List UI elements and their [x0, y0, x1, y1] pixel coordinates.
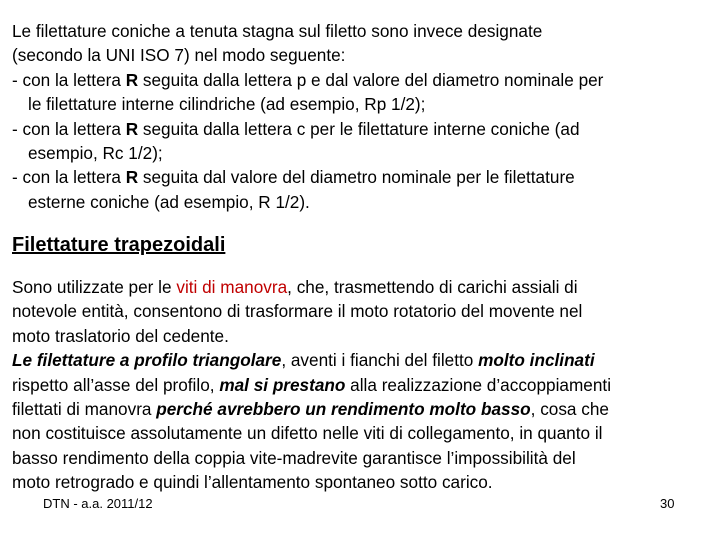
list-item-prefix: - con la lettera	[12, 69, 126, 90]
intro-line-text: (secondo la UNI ISO 7) nel modo seguente:	[12, 45, 346, 66]
body-line	[12, 373, 718, 397]
list-item-rc	[12, 117, 712, 141]
list-item-continuation	[12, 190, 712, 214]
emphasis-text: perché avrebbero un rendimento molto basso	[156, 399, 531, 420]
body-line	[12, 446, 718, 470]
list-item-r	[12, 165, 712, 189]
intro-line-text: Le filettature coniche a tenuta stagna sul filetto sono invece designate	[12, 21, 543, 41]
body-line	[12, 421, 718, 445]
letter-r: R	[125, 167, 139, 188]
list-item-text: seguita dalla lettera c per le filettature interne coniche (ad	[138, 118, 580, 139]
body-text-span: , cosa che	[530, 399, 609, 420]
body-text	[12, 275, 718, 495]
list-item-prefix: - con la lettera	[12, 118, 126, 139]
body-text-span: moto traslatorio del cedente.	[12, 325, 229, 346]
body-line	[12, 324, 718, 348]
body-line	[12, 348, 718, 372]
body-line	[12, 275, 718, 299]
emphasis-text: mal si prestano	[219, 374, 346, 395]
highlight-viti-di-manovra: viti di manovra	[176, 277, 288, 297]
list-item-text: esterne coniche (ad esempio, R 1/2).	[28, 191, 310, 212]
list-item-text: esempio, Rc 1/2);	[28, 143, 163, 164]
emphasis-text: Le filettature a profilo triangolare	[12, 350, 282, 371]
list-item-prefix: - con la lettera	[12, 167, 126, 188]
body-text-span: rispetto all’asse del profilo,	[12, 374, 220, 395]
body-text-span: , che, trasmettendo di carichi assiali di	[287, 277, 578, 297]
body-text-span: basso rendimento della coppia vite‑madrevite garantisce l’impossibilità del	[12, 447, 576, 468]
body-line	[12, 397, 718, 421]
intro-line	[12, 43, 712, 67]
footer-course: DTN - a.a. 2011/12	[43, 496, 153, 511]
body-line	[12, 470, 718, 494]
body-text-span: non costituisce assolutamente un difetto nelle viti di collegamento, in quanto il	[12, 423, 603, 444]
body-text-span: filettati di manovra	[12, 399, 157, 420]
letter-r: R	[125, 118, 139, 139]
body-text-span: alla realizzazione d’accoppiamenti	[345, 374, 612, 395]
list-item-continuation	[12, 141, 712, 165]
letter-r: R	[125, 69, 139, 90]
list-item-continuation	[12, 92, 712, 116]
intro-text	[12, 19, 712, 214]
body-text-span: , aventi i fianchi del filetto	[281, 350, 479, 371]
body-line	[12, 299, 718, 323]
body-text-span: Sono utilizzate per le	[12, 277, 177, 297]
body-text-span: moto retrogrado e quindi l’allentamento spontaneo sotto carico.	[12, 472, 493, 493]
list-item-text: seguita dalla lettera p e dal valore del diametro nominale per	[138, 69, 604, 90]
emphasis-text: molto inclinati	[478, 350, 595, 371]
page-number: 30	[660, 496, 675, 511]
intro-line	[12, 19, 712, 43]
body-text-span: notevole entità, consentono di trasformare il moto rotatorio del movente nel	[12, 301, 583, 322]
list-item-text: le filettature interne cilindriche (ad esempio, Rp 1/2);	[28, 94, 426, 115]
list-item-rp	[12, 68, 712, 92]
section-heading: Filettature trapezoidali	[12, 234, 226, 256]
list-item-text: seguita dal valore del diametro nominale per le filettature	[138, 167, 575, 188]
